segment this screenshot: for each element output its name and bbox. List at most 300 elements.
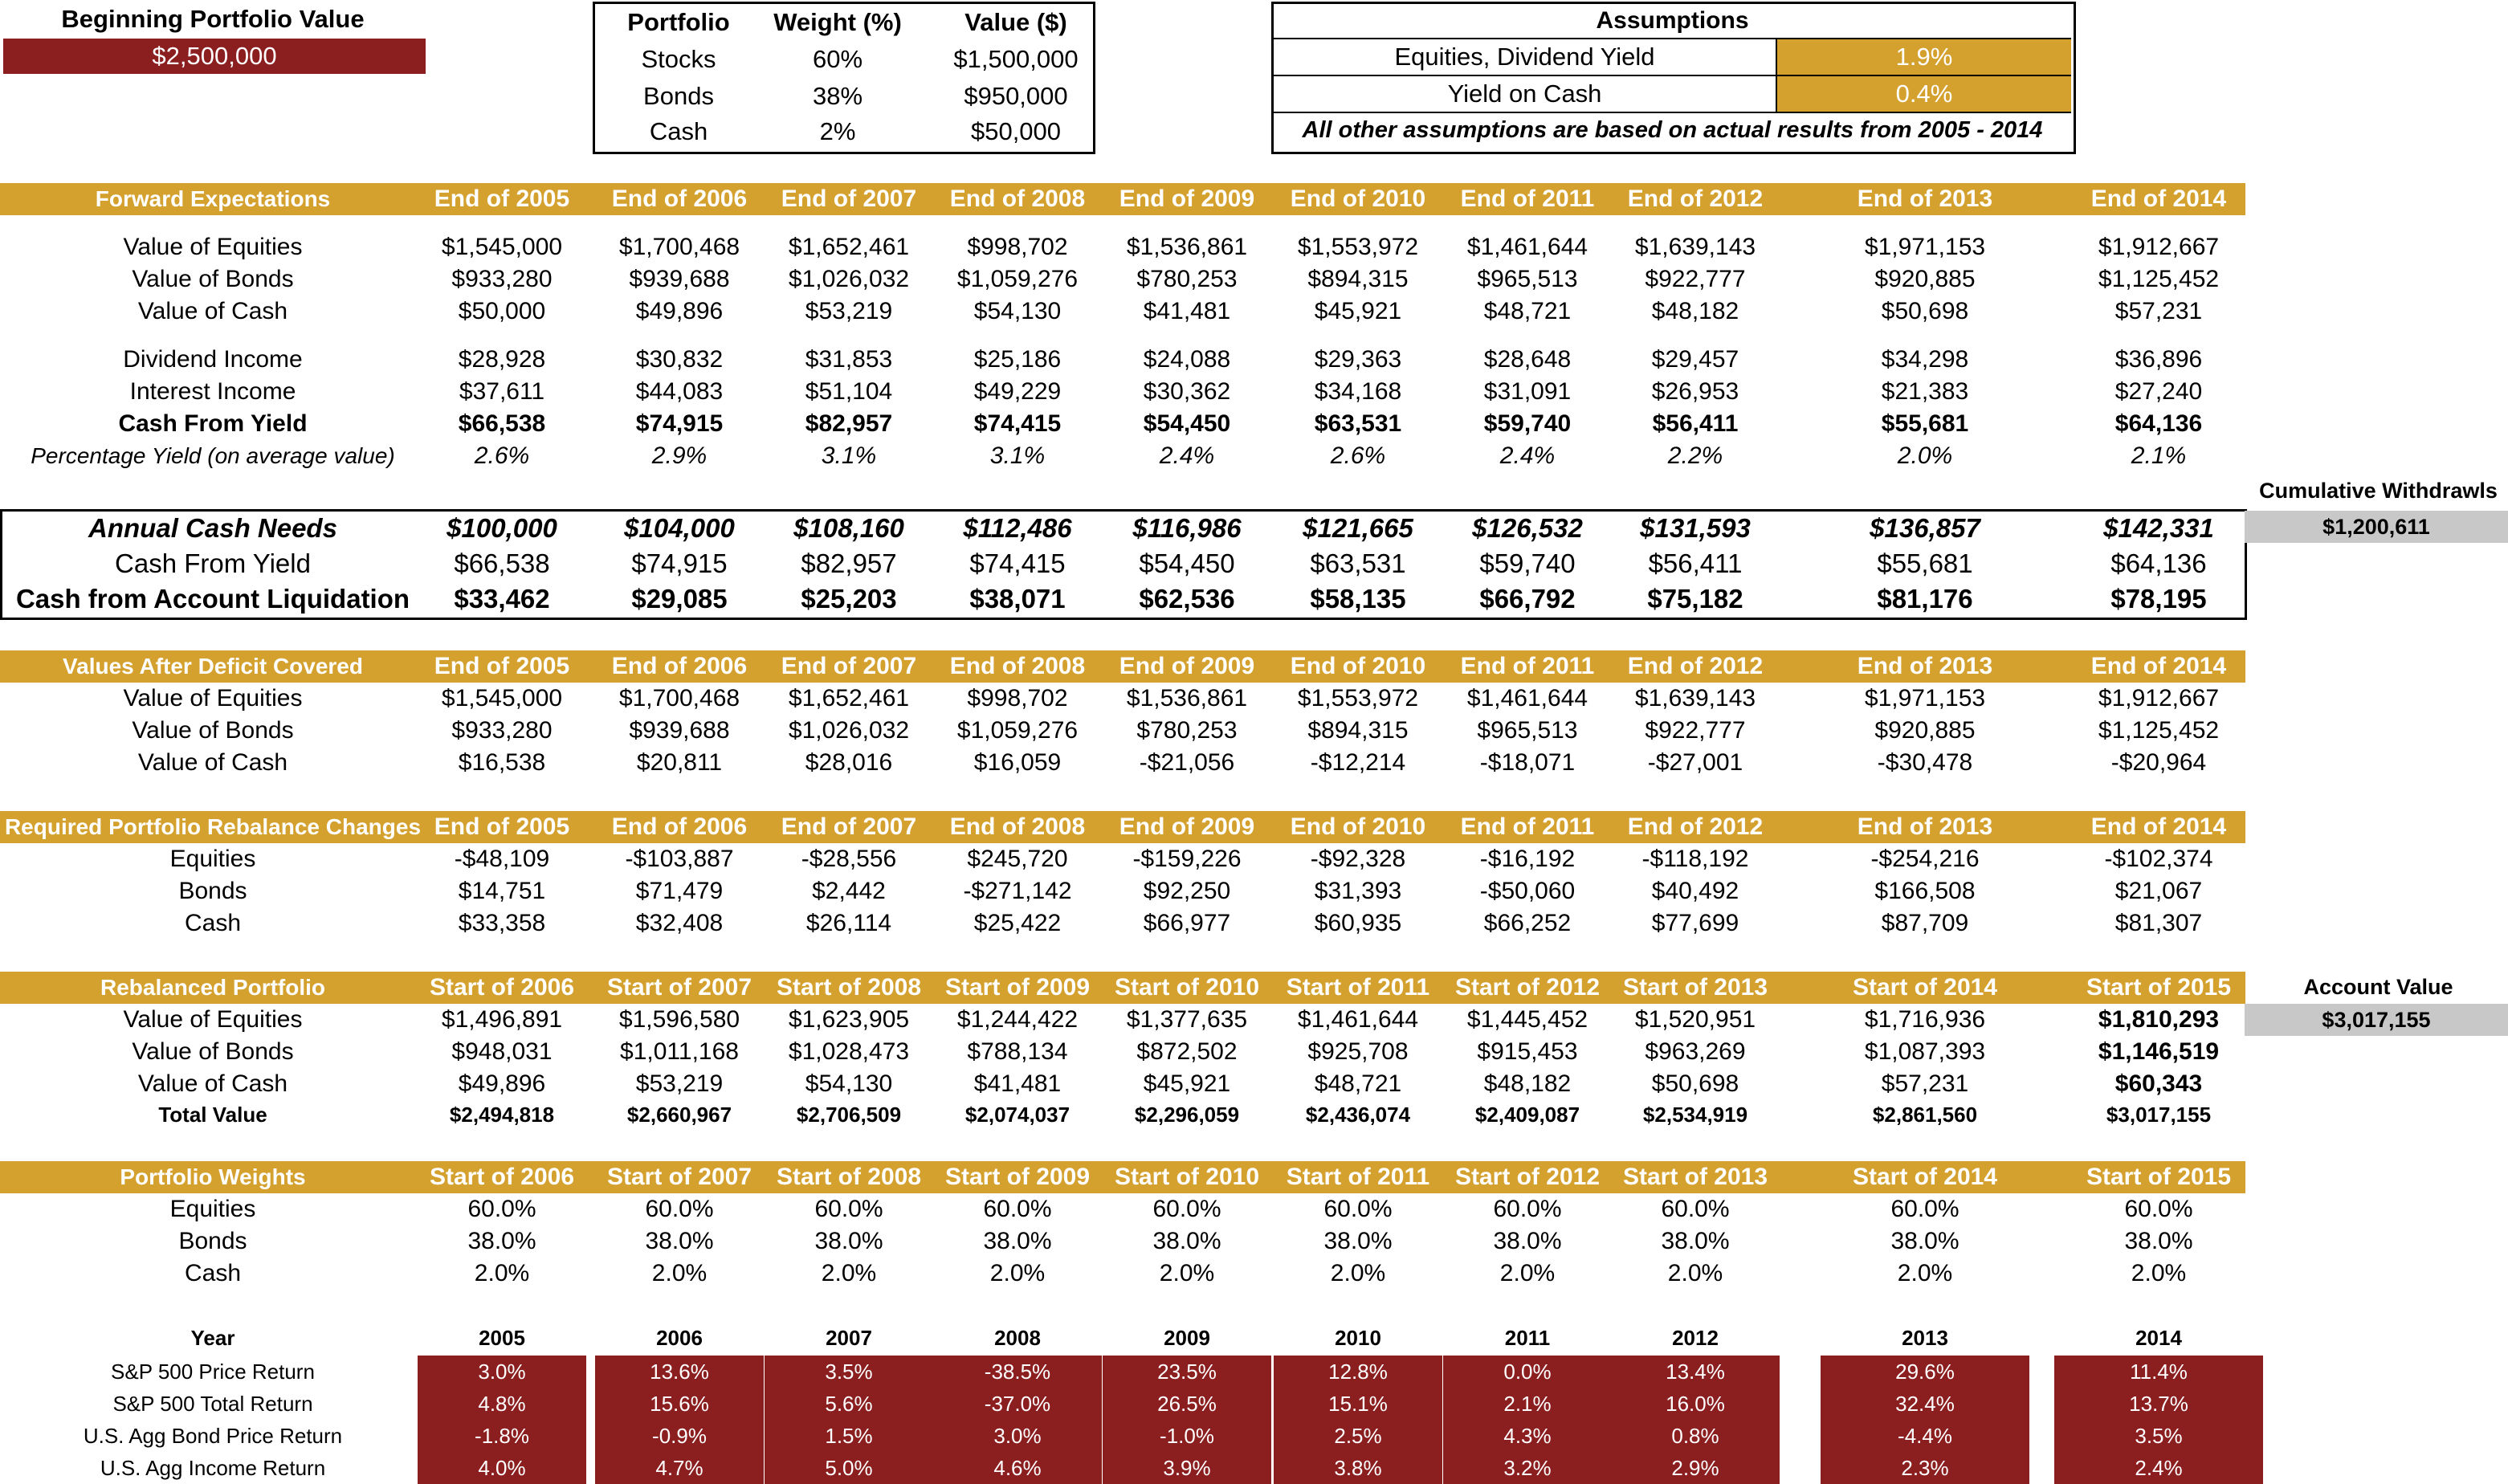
table-cell: $872,502	[1136, 1038, 1238, 1065]
table-cell: $2,534,919	[1642, 1102, 1748, 1127]
table-row	[0, 1068, 2508, 1100]
table-cell: -$28,556	[801, 846, 897, 872]
table-cell: $1,461,644	[1466, 234, 1588, 260]
row-label: Cash from Account Liquidation	[15, 584, 410, 614]
table-cell: $1,596,580	[618, 1006, 740, 1033]
table-cell: $92,250	[1143, 878, 1231, 904]
table-cell: $29,457	[1651, 346, 1739, 373]
table-cell: 2.0%	[1330, 1260, 1386, 1286]
table-cell: $920,885	[1874, 717, 1976, 744]
table-cell: $1,553,972	[1297, 685, 1419, 711]
table-cell: $142,331	[2103, 513, 2214, 543]
table-cell: $51,104	[805, 378, 893, 405]
table-cell: $1,536,861	[1126, 234, 1248, 260]
section-title: Required Portfolio Rebalance Changes	[4, 814, 422, 839]
table-cell: $82,957	[801, 548, 897, 578]
row-label: Value of Equities	[123, 1006, 303, 1033]
table-cell: $54,130	[805, 1070, 893, 1097]
table-cell: Start of 2008	[776, 1164, 922, 1190]
row-label: Value of Cash	[137, 298, 288, 324]
table-cell: End of 2012	[1627, 653, 1764, 679]
assumptions-note: All other assumptions are based on actual results from 2005 - 2014	[1302, 116, 2043, 143]
table-cell: 2.1%	[1443, 1388, 1612, 1420]
table-cell: 2.9%	[651, 442, 708, 469]
allocation-cell: Bonds	[643, 82, 714, 110]
table-row	[0, 296, 2508, 328]
table-cell: 32.4%	[1821, 1388, 2029, 1420]
table-cell: $1,125,452	[2098, 266, 2220, 292]
table-cell: $56,411	[1648, 548, 1743, 578]
table-cell: -4.4%	[1821, 1420, 2029, 1452]
cumulative-withdrawls-value: $1,200,611	[2245, 511, 2508, 543]
table-cell: End of 2010	[1290, 813, 1426, 840]
table-row	[0, 907, 2508, 940]
table-cell: $48,721	[1483, 298, 1572, 324]
table-cell: 4.6%	[933, 1452, 1102, 1484]
beginning-portfolio-value: $2,500,000	[3, 39, 426, 74]
table-cell: $2,436,074	[1305, 1102, 1411, 1127]
table-cell: $41,481	[1143, 298, 1231, 324]
total-value-row	[0, 1100, 2508, 1129]
portfolio-weights-header	[0, 1161, 2245, 1193]
table-row	[0, 1420, 2508, 1452]
table-cell: $45,921	[1143, 1070, 1231, 1097]
table-cell: $24,088	[1143, 346, 1231, 373]
table-cell: -$16,192	[1479, 846, 1576, 872]
table-cell: Start of 2006	[429, 974, 575, 1001]
table-cell: -$159,226	[1132, 846, 1242, 872]
table-cell: 60.0%	[1152, 1196, 1221, 1222]
table-cell: End of 2009	[1119, 813, 1255, 840]
table-cell: $48,721	[1314, 1070, 1402, 1097]
table-cell: $59,740	[1479, 548, 1576, 578]
table-cell: 2006	[656, 1325, 703, 1350]
table-cell: 60.0%	[1493, 1196, 1562, 1222]
table-cell: $3,017,155	[2106, 1102, 2212, 1127]
table-cell: $925,708	[1307, 1038, 1409, 1065]
table-cell: 2.0%	[1897, 1260, 1953, 1286]
table-cell: 2005	[479, 1325, 525, 1350]
table-cell: 3.0%	[933, 1420, 1102, 1452]
table-cell: 5.6%	[765, 1388, 933, 1420]
row-label: U.S. Agg Income Return	[100, 1455, 326, 1480]
table-cell: 2009	[1164, 1325, 1210, 1350]
row-label: Bonds	[178, 1228, 247, 1254]
table-cell: 2011	[1504, 1325, 1551, 1350]
table-cell: -1.0%	[1103, 1420, 1271, 1452]
table-cell: $74,415	[969, 548, 1066, 578]
table-cell: 3.1%	[989, 442, 1046, 469]
table-row	[0, 440, 2508, 472]
table-cell: 2.0%	[821, 1260, 877, 1286]
row-label: Value of Equities	[123, 234, 303, 260]
table-cell: End of 2009	[1119, 186, 1255, 212]
table-cell: 2.0%	[1159, 1260, 1215, 1286]
table-cell: 4.0%	[418, 1452, 586, 1484]
table-cell: End of 2012	[1627, 813, 1764, 840]
allocation-cell: $950,000	[964, 82, 1068, 110]
row-label: Value of Bonds	[132, 1038, 294, 1065]
table-cell: $57,231	[2114, 298, 2203, 324]
table-cell: 38.0%	[1152, 1228, 1221, 1254]
table-cell: $54,130	[973, 298, 1062, 324]
table-cell: 15.1%	[1274, 1388, 1442, 1420]
table-cell: Start of 2010	[1114, 974, 1260, 1001]
table-cell: $27,240	[2114, 378, 2203, 405]
row-label: Cash From Yield	[118, 410, 308, 437]
table-cell: 2.4%	[1159, 442, 1215, 469]
table-cell: $126,532	[1472, 513, 1583, 543]
table-cell: 2.6%	[1330, 442, 1386, 469]
table-cell: $245,720	[967, 846, 1068, 872]
table-cell: $939,688	[629, 717, 730, 744]
table-cell: 2.5%	[1274, 1420, 1442, 1452]
table-cell: $34,168	[1314, 378, 1402, 405]
table-cell: $965,513	[1477, 266, 1578, 292]
table-cell: 38.0%	[814, 1228, 883, 1254]
table-cell: $28,016	[805, 749, 893, 776]
annual-cash-needs-row	[0, 511, 2508, 546]
row-label: Equities	[169, 846, 256, 872]
table-cell: $78,195	[2110, 584, 2207, 614]
table-cell: $48,182	[1483, 1070, 1572, 1097]
row-label: Cash From Yield	[115, 548, 311, 578]
table-cell: End of 2010	[1290, 186, 1426, 212]
table-cell: $780,253	[1136, 717, 1238, 744]
table-cell: $62,536	[1139, 584, 1235, 614]
table-cell: End of 2009	[1119, 653, 1255, 679]
table-cell: $33,462	[454, 584, 550, 614]
table-cell: $26,953	[1651, 378, 1739, 405]
table-cell: $1,652,461	[788, 685, 910, 711]
table-cell: $1,700,468	[618, 234, 740, 260]
row-label: Year	[190, 1325, 235, 1350]
table-cell: $894,315	[1307, 266, 1409, 292]
table-cell: End of 2007	[781, 813, 917, 840]
row-label: Dividend Income	[123, 346, 303, 373]
table-cell: Start of 2011	[1286, 1164, 1430, 1190]
table-cell: $1,445,452	[1466, 1006, 1588, 1033]
table-cell: End of 2013	[1857, 186, 1993, 212]
table-cell: 2014	[2135, 1325, 2182, 1350]
table-cell: 38.0%	[1493, 1228, 1562, 1254]
section-title: Values After Deficit Covered	[63, 654, 363, 679]
table-cell: $1,146,519	[2098, 1038, 2220, 1065]
table-cell: Start of 2015	[2086, 974, 2232, 1001]
table-cell: $1,545,000	[441, 685, 563, 711]
table-row	[0, 1258, 2508, 1290]
table-cell: 2008	[994, 1325, 1041, 1350]
table-cell: $1,461,644	[1466, 685, 1588, 711]
table-cell: $57,231	[1881, 1070, 1969, 1097]
table-cell: $100,000	[447, 513, 557, 543]
table-cell: $1,520,951	[1634, 1006, 1756, 1033]
allocation-header: Weight (%)	[773, 8, 902, 36]
table-cell: $64,136	[2114, 410, 2203, 437]
table-cell: $1,716,936	[1864, 1006, 1986, 1033]
table-cell: 4.8%	[418, 1388, 586, 1420]
table-row	[0, 408, 2508, 440]
table-cell: -$92,328	[1310, 846, 1406, 872]
table-cell: End of 2013	[1857, 653, 1993, 679]
table-cell: End of 2006	[611, 653, 748, 679]
table-cell: $49,229	[973, 378, 1062, 405]
table-cell: $29,363	[1314, 346, 1402, 373]
assumption-value: 1.9%	[1777, 39, 2071, 76]
table-cell: 13.6%	[595, 1356, 764, 1388]
returns-year-row	[0, 1322, 2508, 1354]
table-cell: End of 2011	[1460, 813, 1595, 840]
table-cell: -$271,142	[963, 878, 1072, 904]
table-cell: $16,059	[973, 749, 1062, 776]
table-cell: $1,496,891	[441, 1006, 563, 1033]
table-cell: $112,486	[963, 513, 1072, 543]
table-cell: $44,083	[635, 378, 724, 405]
table-cell: $41,481	[973, 1070, 1062, 1097]
table-cell: $53,219	[635, 1070, 724, 1097]
table-cell: Start of 2014	[1852, 1164, 1998, 1190]
table-cell: $1,244,422	[956, 1006, 1079, 1033]
table-row	[0, 1004, 2508, 1036]
table-cell: $922,777	[1645, 717, 1746, 744]
table-cell: 0.0%	[1443, 1356, 1612, 1388]
table-cell: 2007	[826, 1325, 872, 1350]
table-cell: $54,450	[1143, 410, 1231, 437]
row-label: Bonds	[178, 878, 247, 904]
table-cell: $25,203	[801, 584, 897, 614]
table-cell: $894,315	[1307, 717, 1409, 744]
table-cell: End of 2007	[781, 186, 917, 212]
table-cell: 38.0%	[645, 1228, 714, 1254]
table-cell: $1,553,972	[1297, 234, 1419, 260]
table-cell: -1.8%	[418, 1420, 586, 1452]
table-cell: $1,026,032	[788, 717, 910, 744]
table-cell: $81,307	[2114, 910, 2203, 936]
table-cell: $2,494,818	[449, 1102, 555, 1127]
table-cell: 2.4%	[1499, 442, 1556, 469]
table-cell: $28,928	[458, 346, 546, 373]
table-cell: -$254,216	[1870, 846, 1980, 872]
table-cell: 2.2%	[1667, 442, 1723, 469]
table-cell: $1,377,635	[1126, 1006, 1248, 1033]
table-cell: 23.5%	[1103, 1356, 1271, 1388]
table-cell: $1,536,861	[1126, 685, 1248, 711]
table-cell: 2.0%	[989, 1260, 1046, 1286]
table-cell: End of 2010	[1290, 653, 1426, 679]
table-row	[0, 1388, 2508, 1420]
table-cell: 2.9%	[1611, 1452, 1780, 1484]
table-cell: $131,593	[1640, 513, 1751, 543]
table-cell: $1,639,143	[1634, 685, 1756, 711]
table-cell: $31,393	[1314, 878, 1402, 904]
table-cell: $915,453	[1477, 1038, 1578, 1065]
table-cell: $59,740	[1483, 410, 1572, 437]
table-cell: $1,059,276	[956, 266, 1079, 292]
after-deficit-header	[0, 650, 2245, 683]
table-cell: $66,538	[458, 410, 546, 437]
table-cell: $33,358	[458, 910, 546, 936]
row-label: S&P 500 Price Return	[111, 1359, 315, 1384]
table-cell: $31,091	[1483, 378, 1572, 405]
row-label: Interest Income	[129, 378, 296, 405]
table-cell: Start of 2008	[776, 974, 922, 1001]
table-cell: $60,343	[2114, 1070, 2203, 1097]
row-label: Cash	[184, 1260, 242, 1286]
table-cell: $965,513	[1477, 717, 1578, 744]
table-cell: $49,896	[458, 1070, 546, 1097]
allocation-cell: 60%	[812, 45, 863, 73]
row-label: Value of Cash	[137, 749, 288, 776]
table-cell: $922,777	[1645, 266, 1746, 292]
table-cell: $2,409,087	[1474, 1102, 1580, 1127]
table-cell: $2,660,967	[626, 1102, 732, 1127]
table-cell: -38.5%	[933, 1356, 1102, 1388]
table-cell: $32,408	[635, 910, 724, 936]
table-cell: -0.9%	[595, 1420, 764, 1452]
table-cell: -$21,056	[1139, 749, 1235, 776]
table-cell: 5.0%	[765, 1452, 933, 1484]
table-cell: Start of 2015	[2086, 1164, 2232, 1190]
assumptions-title: Assumptions	[1274, 4, 2071, 39]
table-cell: End of 2014	[2090, 186, 2227, 212]
allocation-cell: 2%	[819, 117, 856, 145]
table-cell: $21,383	[1881, 378, 1969, 405]
table-cell: -$12,214	[1310, 749, 1406, 776]
table-cell: 2013	[1902, 1325, 1948, 1350]
table-cell: 12.8%	[1274, 1356, 1442, 1388]
table-cell: $40,492	[1651, 878, 1739, 904]
table-cell: -$20,964	[2110, 749, 2207, 776]
row-label: Value of Cash	[137, 1070, 288, 1097]
table-cell: 38.0%	[1323, 1228, 1393, 1254]
table-cell: $136,857	[1870, 513, 1980, 543]
table-cell: $1,971,153	[1864, 685, 1986, 711]
table-cell: 13.7%	[2054, 1388, 2263, 1420]
table-cell: $48,182	[1651, 298, 1739, 324]
table-cell: End of 2011	[1460, 653, 1595, 679]
beginning-portfolio-label: Beginning Portfolio Value	[61, 5, 365, 33]
table-cell: Start of 2006	[429, 1164, 575, 1190]
table-cell: $2,861,560	[1872, 1102, 1978, 1127]
table-cell: $50,698	[1651, 1070, 1739, 1097]
table-cell: 3.0%	[418, 1356, 586, 1388]
row-label: U.S. Agg Bond Price Return	[83, 1423, 343, 1448]
table-cell: 2.1%	[2131, 442, 2187, 469]
table-row	[0, 376, 2508, 408]
table-cell: 16.0%	[1611, 1388, 1780, 1420]
table-cell: $780,253	[1136, 266, 1238, 292]
table-cell: -$27,001	[1647, 749, 1743, 776]
table-cell: 38.0%	[2124, 1228, 2193, 1254]
allocation-cell: 38%	[812, 82, 863, 110]
table-cell: 60.0%	[983, 1196, 1052, 1222]
table-cell: $26,114	[805, 910, 892, 936]
table-cell: $81,176	[1877, 584, 1973, 614]
table-cell: $21,067	[2114, 878, 2203, 904]
table-cell: $34,298	[1881, 346, 1969, 373]
table-cell: 2.0%	[651, 1260, 708, 1286]
table-cell: 2.6%	[474, 442, 530, 469]
table-row	[0, 1356, 2508, 1388]
table-cell: $25,422	[973, 910, 1062, 936]
assumption-label: Yield on Cash	[1274, 76, 1777, 113]
table-cell: 3.2%	[1443, 1452, 1612, 1484]
table-cell: 2012	[1672, 1325, 1719, 1350]
table-row	[0, 1036, 2508, 1068]
table-cell: $56,411	[1652, 410, 1739, 437]
row-label: Percentage Yield (on average value)	[31, 443, 395, 468]
table-cell: End of 2014	[2090, 813, 2227, 840]
table-cell: $63,531	[1310, 548, 1406, 578]
table-cell: 1.5%	[765, 1420, 933, 1452]
assumption-value: 0.4%	[1777, 76, 2071, 113]
table-cell: $1,652,461	[788, 234, 910, 260]
table-cell: $20,811	[636, 749, 723, 776]
table-cell: $1,011,168	[620, 1038, 739, 1065]
table-cell: $29,085	[631, 584, 728, 614]
table-cell: Start of 2007	[606, 1164, 752, 1190]
table-cell: End of 2007	[781, 653, 917, 679]
table-cell: $1,461,644	[1297, 1006, 1419, 1033]
table-cell: $933,280	[451, 717, 553, 744]
table-cell: 29.6%	[1821, 1356, 2029, 1388]
table-cell: -$102,374	[2104, 846, 2213, 872]
table-cell: 60.0%	[467, 1196, 536, 1222]
table-cell: $104,000	[624, 513, 735, 543]
table-cell: $2,442	[812, 878, 886, 904]
table-cell: $60,935	[1314, 910, 1402, 936]
table-cell: $54,450	[1139, 548, 1235, 578]
table-cell: $14,751	[458, 878, 546, 904]
table-cell: 38.0%	[983, 1228, 1052, 1254]
table-cell: $933,280	[451, 266, 553, 292]
table-cell: $74,415	[973, 410, 1062, 437]
table-cell: End of 2008	[949, 186, 1086, 212]
allocation-cell: Cash	[649, 117, 708, 145]
table-cell: -$48,109	[454, 846, 550, 872]
table-cell: -$50,060	[1479, 878, 1576, 904]
table-cell: $116,986	[1132, 513, 1242, 543]
table-cell: $2,296,059	[1134, 1102, 1240, 1127]
table-cell: $45,921	[1314, 298, 1402, 324]
table-cell: $31,853	[805, 346, 893, 373]
table-cell: $38,071	[969, 584, 1066, 614]
table-cell: $66,977	[1143, 910, 1231, 936]
table-cell: $963,269	[1645, 1038, 1746, 1065]
table-cell: $1,545,000	[441, 234, 563, 260]
table-row	[0, 843, 2508, 875]
table-cell: Start of 2011	[1286, 974, 1430, 1001]
table-cell: $30,362	[1143, 378, 1231, 405]
table-cell: $166,508	[1874, 878, 1976, 904]
table-cell: Start of 2009	[944, 974, 1091, 1001]
table-cell: $55,681	[1877, 548, 1973, 578]
row-label: S&P 500 Total Return	[112, 1391, 313, 1416]
table-cell: $63,531	[1314, 410, 1402, 437]
table-cell: 4.7%	[595, 1452, 764, 1484]
table-cell: $66,252	[1483, 910, 1572, 936]
row-label: Total Value	[158, 1102, 267, 1127]
table-cell: 15.6%	[595, 1388, 764, 1420]
table-cell: $1,125,452	[2098, 717, 2220, 744]
table-cell: Start of 2010	[1114, 1164, 1260, 1190]
table-cell: $1,059,276	[956, 717, 1079, 744]
table-cell: Start of 2013	[1622, 1164, 1768, 1190]
table-cell: $55,681	[1881, 410, 1969, 437]
table-cell: End of 2011	[1460, 186, 1595, 212]
table-cell: $66,538	[454, 548, 550, 578]
table-cell: $53,219	[805, 298, 893, 324]
